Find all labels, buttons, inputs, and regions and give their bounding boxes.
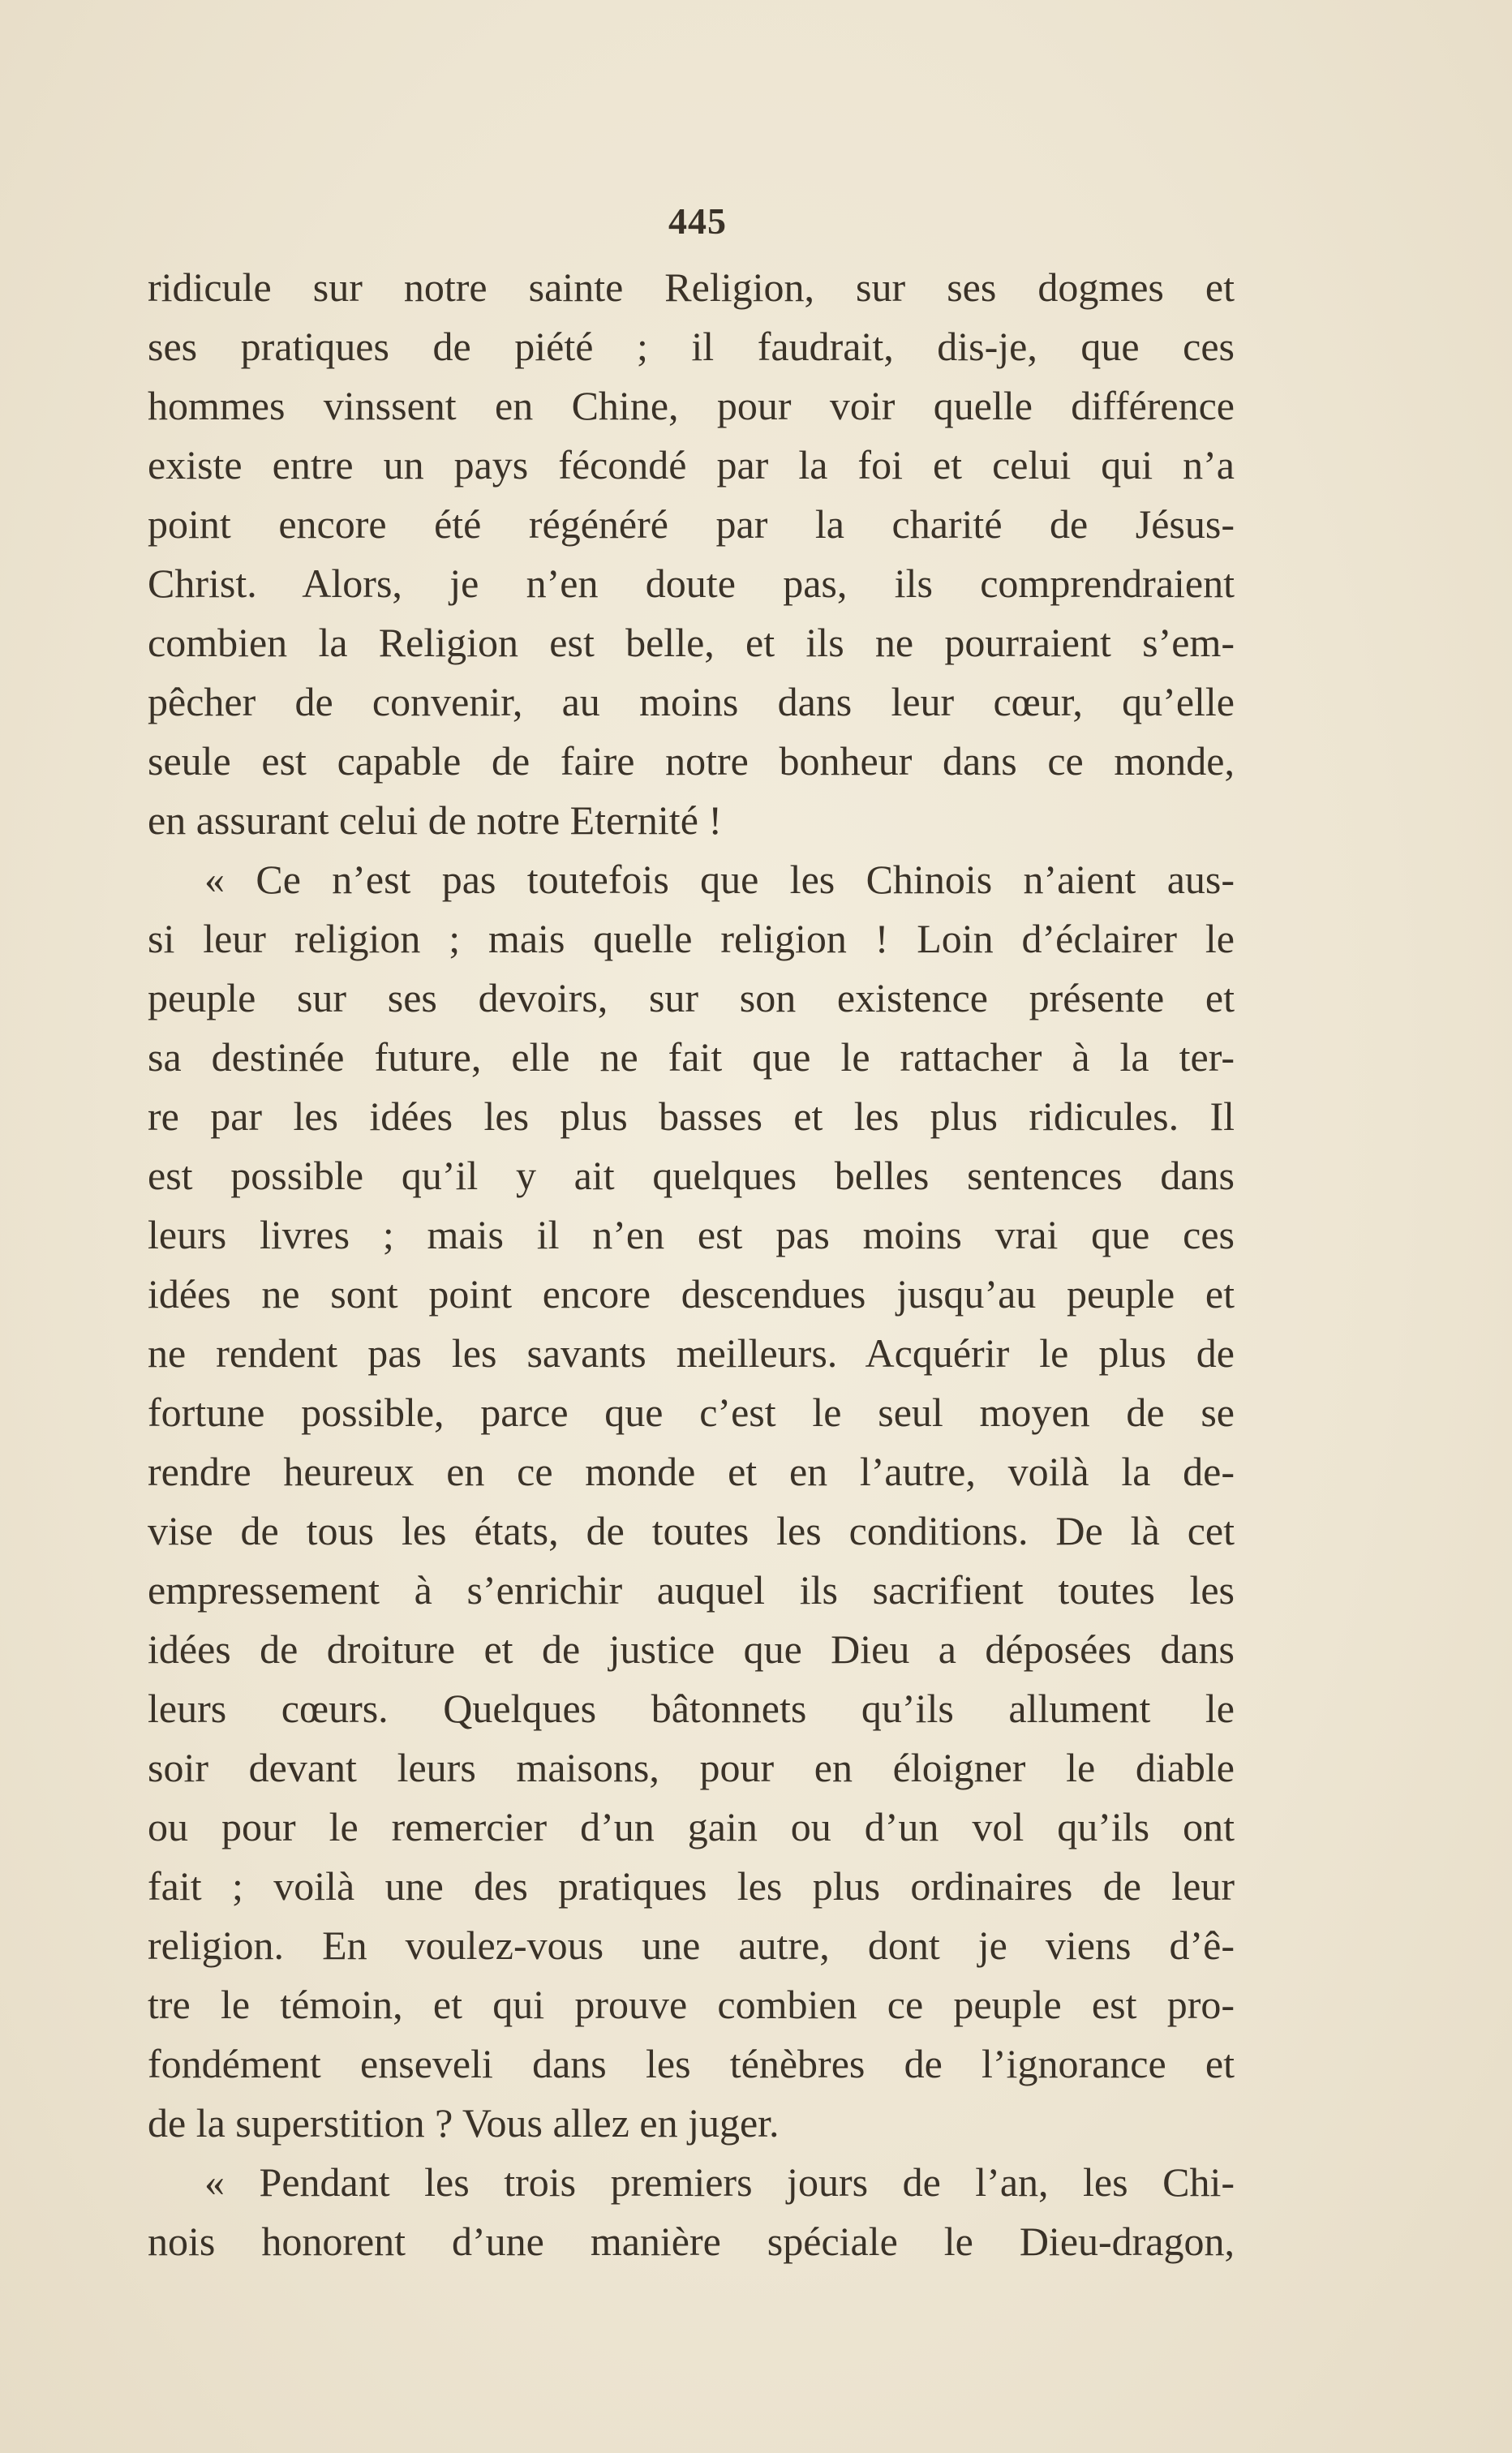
text-line: empressement à s’enrichir auquel ils sacrifient toutes les: [148, 1567, 1235, 1613]
text-line: leurs cœurs. Quelques bâtonnets qu’ils allument le: [148, 1686, 1235, 1731]
text-line: sa destinée future, elle ne fait que le rattacher à la ter-: [148, 1034, 1235, 1080]
text-line: « Pendant les trois premiers jours de l’an, les Chi-: [204, 2159, 1235, 2205]
body-text: [148, 258, 1235, 2271]
text-line: hommes vinssent en Chine, pour voir quelle différence: [148, 383, 1235, 428]
text-line: ne rendent pas les savants meilleurs. Acquérir le plus de: [148, 1330, 1235, 1376]
text-line: religion. En voulez-vous une autre, dont je viens d’ê-: [148, 1922, 1235, 1968]
text-line: de la superstition ? Vous allez en juger.: [148, 2100, 780, 2146]
text-line: fait ; voilà une des pratiques les plus ordinaires de leur: [148, 1863, 1235, 1909]
text-line: rendre heureux en ce monde et en l’autre, voilà la de-: [148, 1449, 1235, 1494]
text-line: seule est capable de faire notre bonheur dans ce monde,: [148, 738, 1235, 784]
text-line: « Ce n’est pas toutefois que les Chinois n’aient aus-: [204, 857, 1235, 902]
text-line: existe entre un pays fécondé par la foi et celui qui n’a: [148, 442, 1235, 488]
text-line: idées de droiture et de justice que Dieu a déposées dans: [148, 1626, 1235, 1672]
page-number: 445: [668, 200, 727, 242]
text-line: fondément enseveli dans les ténèbres de l’ignorance et: [148, 2041, 1235, 2086]
text-line: tre le témoin, et qui prouve combien ce peuple est pro-: [148, 1982, 1235, 2027]
text-line: en assurant celui de notre Eternité !: [148, 797, 723, 843]
text-line: combien la Religion est belle, et ils ne pourraient s’em-: [148, 620, 1235, 665]
text-line: pêcher de convenir, au moins dans leur cœur, qu’elle: [148, 679, 1235, 724]
text-line: ses pratiques de piété ; il faudrait, dis-je, que ces: [148, 324, 1235, 369]
text-line: si leur religion ; mais quelle religion ! Loin d’éclairer le: [148, 916, 1235, 961]
text-line: ridicule sur notre sainte Religion, sur ses dogmes et: [148, 264, 1235, 310]
text-line: nois honorent d’une manière spéciale le Dieu-dragon,: [148, 2219, 1235, 2264]
text-line: leurs livres ; mais il n’en est pas moins vrai que ces: [148, 1212, 1235, 1257]
text-line: peuple sur ses devoirs, sur son existence présente et: [148, 975, 1235, 1020]
text-line: est possible qu’il y ait quelques belles sentences dans: [148, 1153, 1235, 1198]
text-line: fortune possible, parce que c’est le seul moyen de se: [148, 1390, 1235, 1435]
text-line: idées ne sont point encore descendues jusqu’au peuple et: [148, 1271, 1235, 1317]
text-line: point encore été régénéré par la charité de Jésus-: [148, 501, 1235, 547]
text-line: vise de tous les états, de toutes les conditions. De là cet: [148, 1508, 1235, 1553]
text-line: Christ. Alors, je n’en doute pas, ils comprendraient: [148, 561, 1235, 606]
text-line: soir devant leurs maisons, pour en éloigner le diable: [148, 1745, 1235, 1790]
text-line: re par les idées les plus basses et les plus ridicules. Il: [148, 1093, 1235, 1139]
text-line: ou pour le remercier d’un gain ou d’un vol qu’ils ont: [148, 1804, 1235, 1849]
